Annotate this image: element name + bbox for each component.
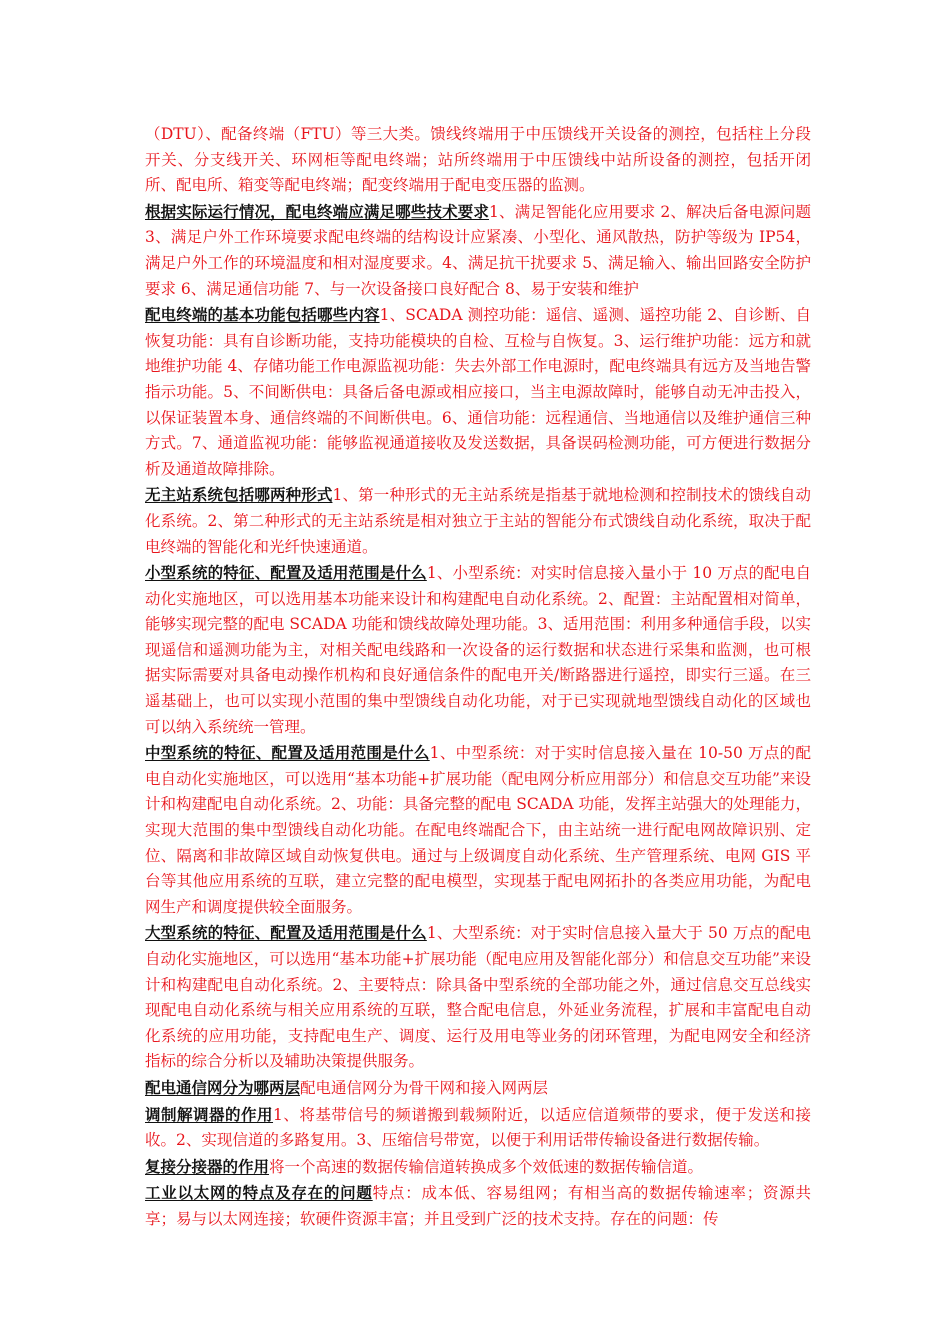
question-heading: 大型系统的特征、配置及适用范围是什么 bbox=[145, 923, 427, 943]
question-heading: 配电通信网分为哪两层 bbox=[145, 1077, 301, 1097]
answer-text: 1、将基带信号的频谱搬到载频附近，以适应信道频带的要求，便于发送和接收。2、实现信道的多路复用。3、压缩信号带宽，以便于利用话带传输设备进行数据传输。 bbox=[145, 1105, 811, 1150]
question-heading: 配电终端的基本功能包括哪些内容 bbox=[145, 305, 380, 325]
paragraph-comm-network-layers bbox=[145, 1075, 811, 1102]
paragraph-no-master-station bbox=[145, 482, 811, 560]
paragraph-industrial-ethernet bbox=[145, 1180, 811, 1232]
answer-text: 1、大型系统：对于实时信息接入量大于 50 万点的配电自动化实施地区，可以选用“基本功能+扩展功能（配电应用及智能化部分）和信息交互功能”来设计和构建配电自动化系统。2、主要特点：除具备中型系统的全部功能之外，通过信息交互总线实现配电自动化系统与相关应用系统的互联，整合配电信息，外延业务流程，扩展和丰富配电自动化系统的应用功能，支持配电生产、调度、运行及用电等业务的闭环管理，为配电网安全和经济指标的综合分析以及辅助决策提供服务。 bbox=[145, 924, 811, 1071]
paragraph-small-system bbox=[145, 560, 811, 740]
answer-text: 1、第一种形式的无主站系统是指基于就地检测和控制技术的馈线自动化系统。2、第二种形式的无主站系统是相对独立于主站的智能分布式馈线自动化系统，取决于配电终端的智能化和光纤快速通道。 bbox=[145, 486, 811, 556]
paragraph-terminal-types bbox=[145, 122, 811, 199]
question-heading: 无主站系统包括哪两种形式 bbox=[145, 485, 333, 505]
question-heading: 小型系统的特征、配置及适用范围是什么 bbox=[145, 563, 427, 583]
question-heading: 复接分接器的作用 bbox=[145, 1156, 270, 1176]
paragraph-basic-functions bbox=[145, 302, 811, 482]
paragraph-medium-system bbox=[145, 740, 811, 920]
answer-text: 配电通信网分为骨干网和接入网两层 bbox=[300, 1078, 549, 1097]
answer-text: 1、SCADA 测控功能：遥信、遥测、遥控功能 2、自诊断、自恢复功能：具有自诊断功能，支持功能模块的自检、互检与自恢复。3、运行维护功能：远方和就地维护功能 4、存储功能工作电源监视功能：失去外部工作电源时，配电终端具有远方及当地告警指示功能。5、不间断供电：具备后备电源或相应接口，当主电源故障时，能够自动无冲击投入，以保证装置本身、通信终端的不间断供电。6、通信功能：远程通信、当地通信以及维护通信三种方式。7、通道监视功能：能够监视通道接收及发送数据，具备误码检测功能，可方便进行数据分析及通道故障排除。 bbox=[145, 306, 811, 478]
document-page bbox=[145, 122, 811, 1233]
paragraph-modem bbox=[145, 1102, 811, 1154]
question-heading: 调制解调器的作用 bbox=[145, 1104, 274, 1124]
answer-text: 将一个高速的数据传输信道转换成多个效低速的数据传输信道。 bbox=[269, 1157, 704, 1176]
paragraph-tech-requirements bbox=[145, 199, 811, 302]
answer-text: 1、满足智能化应用要求 2、解决后备电源问题 3、满足户外工作环境要求配电终端的结构设计应紧凑、小型化、通风散热，防护等级为 IP54，满足户外工作的环境温度和相对湿度要求。4、满足抗干扰要求 5、满足输入、输出回路安全防护要求 6、满足通信功能 7、与一次设备接口良好配合 8、易于安装和维护 bbox=[145, 202, 811, 298]
paragraph-large-system bbox=[145, 920, 811, 1075]
answer-text: 特点：成本低、容易组网；有相当高的数据传输速率；资源共享；易与以太网连接；软硬件资源丰富；并且受到广泛的技术支持。存在的问题：传 bbox=[145, 1184, 811, 1228]
answer-text: 1、中型系统：对于实时信息接入量在 10-50 万点的配电自动化实施地区，可以选用“基本功能+扩展功能（配电网分析应用部分）和信息交互功能”来设计和构建配电自动化系统。2、功能：具备完整的配电 SCADA 功能，发挥主站强大的处理能力，实现大范围的集中型馈线自动化功能。在配电终端配合下，由主站统一进行配电网故障识别、定位、隔离和非故障区域自动恢复供电。通过与上级调度自动化系统、生产管理系统、电网 GIS 平台等其他应用系统的互联，建立完整的配电模型，实现基于配电网拓扑的各类应用功能，为配电网生产和调度提供较全面服务。 bbox=[145, 744, 812, 916]
question-heading: 根据实际运行情况，配电终端应满足哪些技术要求 bbox=[145, 201, 489, 221]
answer-text: （DTU）、配备终端（FTU）等三大类。馈线终端用于中压馈线开关设备的测控，包括柱上分段开关、分支线开关、环网柜等配电终端；站所终端用于中压馈线中站所设备的测控，包括开闭所、配电所、箱变等配电终端；配变终端用于配电变压器的监测。 bbox=[145, 125, 811, 195]
question-heading: 工业以太网的特点及存在的问题 bbox=[145, 1183, 373, 1203]
paragraph-multiplexer bbox=[145, 1154, 811, 1181]
question-heading: 中型系统的特征、配置及适用范围是什么 bbox=[145, 743, 430, 763]
answer-text: 1、小型系统：对实时信息接入量小于 10 万点的配电自动化实施地区，可以选用基本功能来设计和构建配电自动化系统。2、配置：主站配置相对简单，能够实现完整的配电 SCADA 功能和馈线故障处理功能。3、适用范围：利用多种通信手段，以实现遥信和遥测功能为主，对相关配电线路和一次设备的运行数据和状态进行采集和监测，也可根据实际需要对具备电动操作机构和良好通信条件的配电开关/断路器进行遥控，即实行三遥。在三遥基础上，也可以实现小范围的集中型馈线自动化功能，对于已实现就地型馈线自动化的区域也可以纳入系统统一管理。 bbox=[145, 564, 812, 736]
